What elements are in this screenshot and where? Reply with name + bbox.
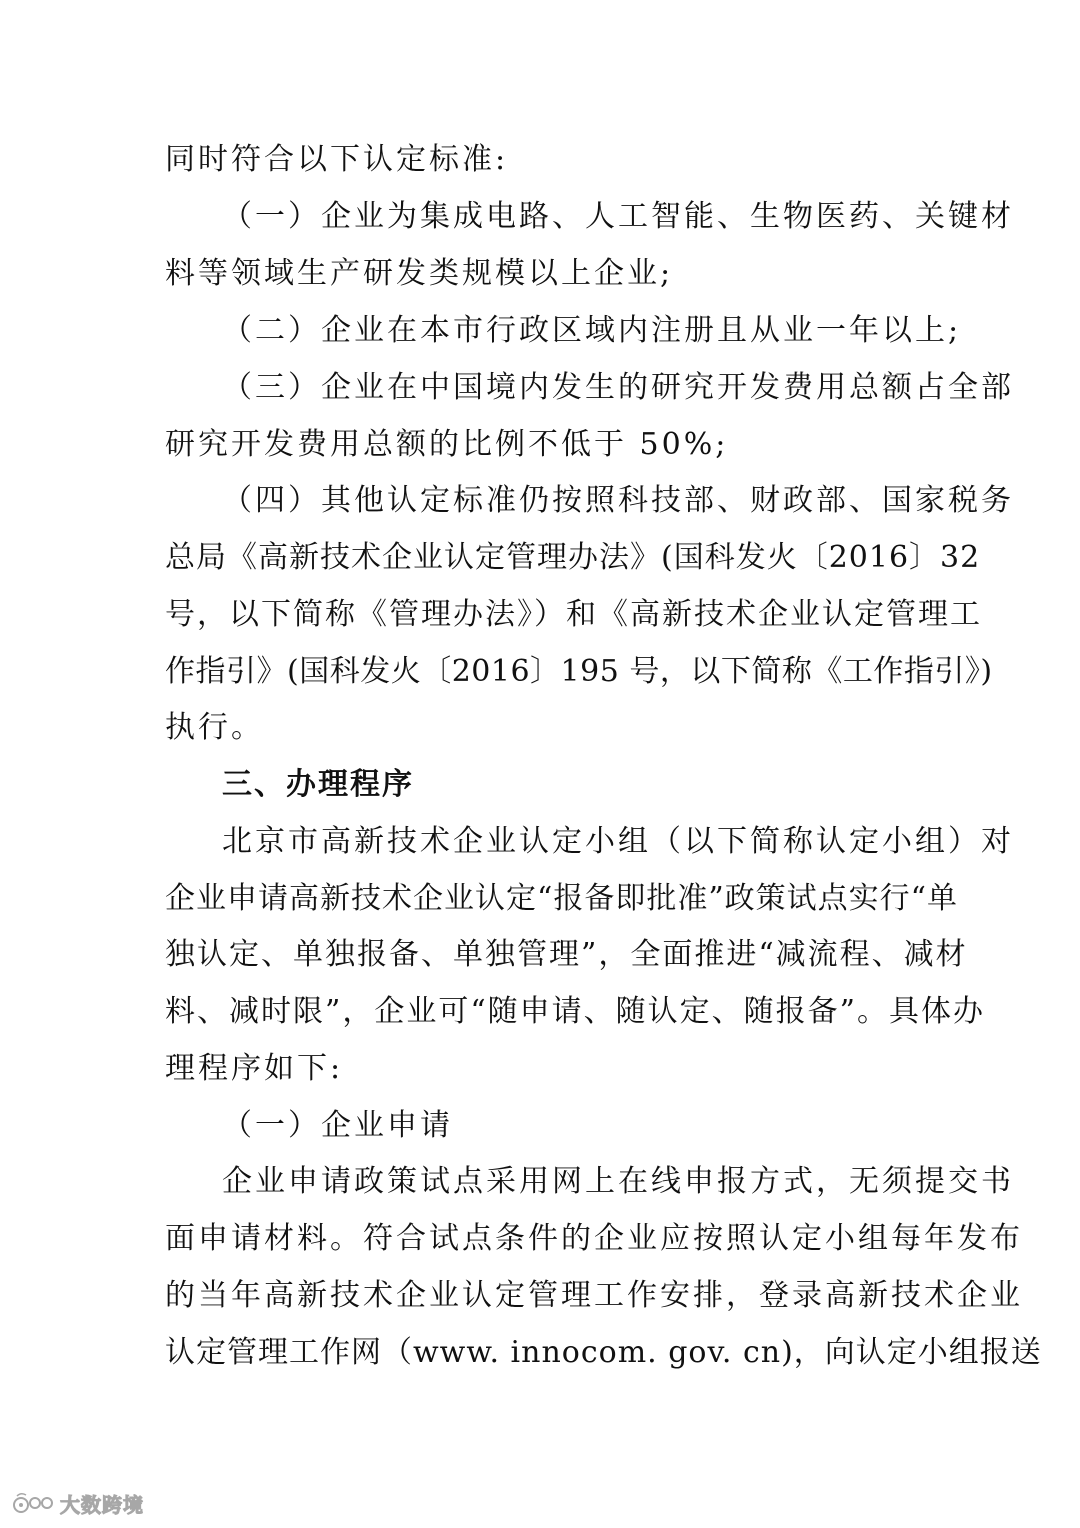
text-line: 研究开发费用总额的比例不低于 50%; — [165, 427, 729, 462]
text-line: 料等领域生产研发类规模以上企业; — [165, 256, 674, 291]
subsection-heading: （一）企业申请 — [222, 1108, 453, 1143]
text-line: 料、减时限”，企业可“随申请、随认定、随报备”。具体办 — [165, 994, 986, 1029]
text-line: 执行。 — [165, 710, 264, 745]
text-line: 作指引》(国科发火〔2016〕195 号，以下简称《工作指引》) — [165, 654, 993, 689]
text-line: （四）其他认定标准仍按照科技部、财政部、国家税务 — [222, 483, 1014, 518]
text-line: 认定管理工作网（www. innocom. gov. cn)，向认定小组报送 — [165, 1335, 1042, 1370]
text-line: 总局《高新技术企业认定管理办法》(国科发火〔2016〕32 — [165, 540, 981, 575]
watermark-text: 大数跨境 — [60, 1492, 144, 1517]
text-line: 企业申请政策试点采用网上在线申报方式，无须提交书 — [222, 1164, 1014, 1199]
text-line: （三）企业在中国境内发生的研究开发费用总额占全部 — [222, 370, 1014, 405]
text-line: 独认定、单独报备、单独管理”，全面推进“减流程、减材 — [165, 937, 968, 972]
text-line: 同时符合以下认定标准: — [165, 142, 509, 177]
watermark — [12, 1488, 144, 1518]
text-line: （一）企业为集成电路、人工智能、生物医药、关键材 — [222, 199, 1014, 234]
text-line: （二）企业在本市行政区域内注册且从业一年以上; — [222, 313, 962, 348]
text-line: 号，以下简称《管理办法》）和《高新技术企业认定管理工 — [165, 597, 982, 632]
text-line: 理程序如下: — [165, 1051, 344, 1086]
section-heading: 三、办理程序 — [222, 767, 414, 802]
text-line: 企业申请高新技术企业认定“报备即批准”政策试点实行“单 — [165, 881, 959, 916]
text-line: 面申请材料。符合试点条件的企业应按照认定小组每年发布 — [165, 1221, 1023, 1256]
text-line: 北京市高新技术企业认定小组（以下简称认定小组）对 — [222, 824, 1014, 859]
weibo-style-logo-icon — [12, 1491, 54, 1515]
text-line: 的当年高新技术企业认定管理工作安排，登录高新技术企业 — [165, 1278, 1023, 1313]
